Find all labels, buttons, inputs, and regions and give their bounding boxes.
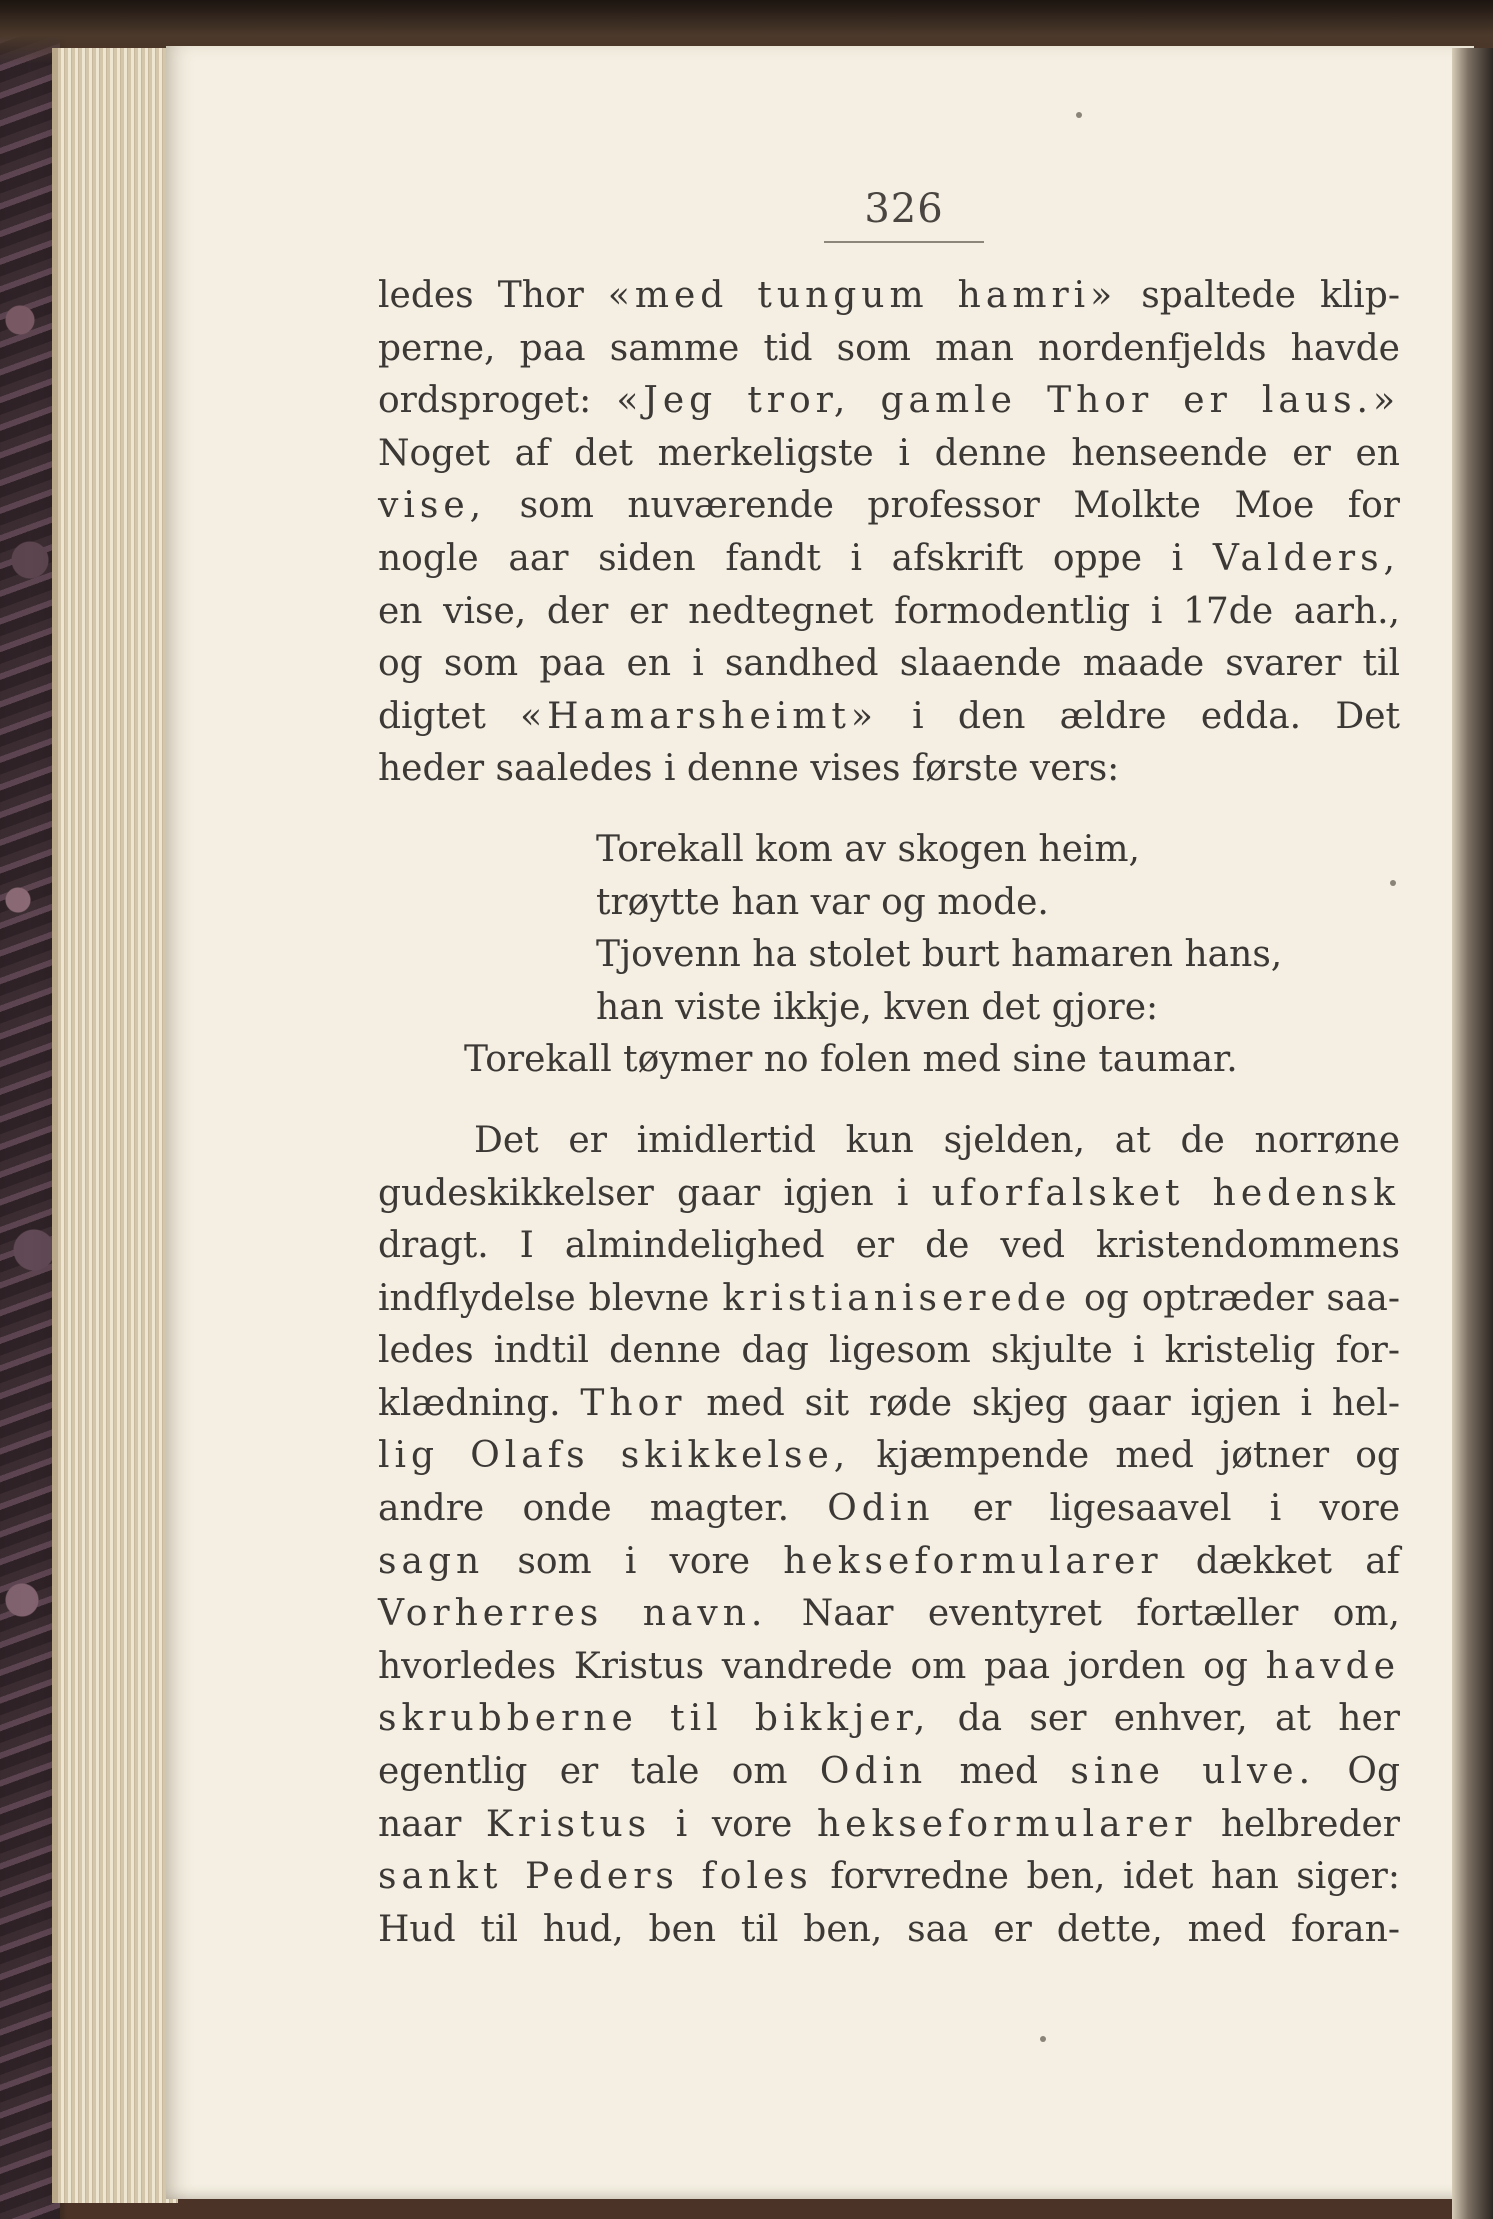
text-segment: spaltede klip- [1117, 275, 1401, 316]
text-segment: som i vore [484, 1540, 784, 1582]
text-segment: sankt Peders foles [378, 1856, 813, 1898]
text-segment: «Jeg tror, gamle Thor er laus.» [616, 380, 1401, 422]
text-segment: sine ulve. [1070, 1751, 1316, 1793]
poem-line: Torekall tøymer no folen med sine taumar. [464, 1039, 1238, 1081]
page-stack-edges [52, 48, 178, 2203]
text-segment: skrubberne til bikkjer, [378, 1698, 931, 1740]
text-segment: i den ældre edda. Det [877, 695, 1400, 737]
poem-line: Torekall kom av skogen heim, [596, 828, 1140, 870]
text-line [378, 1378, 1400, 1431]
text-segment: ledes Thor [378, 275, 608, 316]
poem [378, 824, 1400, 1087]
text-line [378, 1904, 1400, 1957]
text-line [378, 1115, 1400, 1168]
text-segment: ordsproget: [378, 380, 617, 422]
text-segment: hvorledes Kristus vandrede om paa jorden og [378, 1645, 1266, 1687]
text-segment: med sit røde skjeg gaar igjen i hel- [686, 1382, 1401, 1424]
text-line [378, 638, 1400, 691]
text-line [378, 1851, 1400, 1904]
page-number-rule [824, 241, 984, 243]
text-segment: hekseformularer [816, 1803, 1197, 1845]
text-line [378, 691, 1400, 744]
poem-line: han viste ikkje, kven det gjore: [596, 986, 1159, 1028]
text-segment: perne, paa samme tid som man nordenfjelds havde [378, 327, 1400, 369]
text-segment: Odin [827, 1488, 935, 1530]
text-line [378, 428, 1400, 481]
text-line [378, 270, 1400, 323]
text-segment: Odin [819, 1751, 928, 1793]
text-segment: som nuværende professor Molkte Moe for [486, 485, 1400, 527]
text-segment: nogle aar siden fandt i afskrift oppe i [378, 537, 1213, 579]
text-segment: Valders, [1212, 537, 1400, 579]
page-number: 326 [864, 186, 944, 232]
text-segment: heder saaledes i denne vises første vers: [378, 748, 1120, 790]
text-segment: med [927, 1751, 1071, 1793]
right-page-edge [1452, 48, 1493, 2219]
text-segment: da ser enhver, at her [930, 1698, 1400, 1740]
paragraph-1 [378, 270, 1400, 796]
text-segment: helbreder [1196, 1803, 1400, 1845]
text-segment: havde [1265, 1645, 1400, 1687]
speck [1040, 2036, 1046, 2042]
text-segment: uforfalsket hedensk [931, 1172, 1400, 1214]
text-segment: forvredne ben, idet han siger: [812, 1856, 1400, 1898]
text-line [378, 480, 1400, 533]
text-segment: «Hamarsheimt» [520, 695, 878, 737]
text-line [378, 1588, 1400, 1641]
text-line [378, 1168, 1400, 1221]
text-segment: hekseformularer [783, 1540, 1163, 1582]
marbled-cover-edge [0, 0, 60, 2219]
text-segment: gudeskikkelser gaar igjen i [378, 1172, 932, 1214]
page-body [378, 270, 1400, 1956]
text-segment: Hud til hud, ben til ben, saa er dette, med foran- [378, 1908, 1400, 1950]
text-segment: naar [378, 1803, 486, 1845]
text-line [378, 1325, 1400, 1378]
text-line [378, 1430, 1400, 1483]
page-number-wrap [824, 186, 984, 232]
text-line [378, 323, 1400, 376]
text-line [378, 1641, 1400, 1694]
text-line [378, 1483, 1400, 1536]
poem-line: trøytte han var og mode. [596, 881, 1049, 923]
text-line [378, 1799, 1400, 1852]
text-segment: er ligesaavel i vore [934, 1488, 1400, 1530]
text-segment: Og [1315, 1751, 1400, 1793]
text-segment: andre onde magter. [378, 1488, 828, 1530]
text-line [378, 1273, 1400, 1326]
text-segment: indflydelse blevne [378, 1277, 723, 1319]
text-line [378, 1693, 1400, 1746]
text-line [378, 743, 1400, 796]
paragraph-2 [378, 1115, 1400, 1957]
text-segment: Thor [580, 1382, 687, 1424]
text-segment: «med tungum hamri» [607, 275, 1118, 316]
text-segment: og optræder saa- [1071, 1277, 1400, 1319]
text-line [378, 1746, 1400, 1799]
text-segment: kristianiserede [722, 1277, 1072, 1319]
text-segment: Vorherres navn. [378, 1593, 768, 1635]
text-segment: ledes indtil denne dag ligesom skjulte i kristelig for- [378, 1330, 1400, 1372]
text-segment: Kristus [485, 1803, 652, 1845]
text-segment: digtet [378, 695, 521, 737]
text-segment: sagn [378, 1540, 485, 1582]
text-segment: lig Olafs skikkelse, [378, 1435, 851, 1477]
text-line [378, 586, 1400, 639]
text-segment: dækket af [1162, 1540, 1400, 1582]
poem-line: Tjovenn ha stolet burt hamaren hans, [596, 934, 1283, 976]
text-segment: Naar eventyret fortæller om, [767, 1593, 1401, 1635]
text-segment: i vore [651, 1803, 817, 1845]
text-segment: vise, [378, 485, 487, 527]
text-segment: og som paa en i sandhed slaaende maade svarer til [378, 643, 1400, 685]
text-segment: en vise, der er nedtegnet formodentlig i 17de aarh., [378, 590, 1400, 632]
text-segment: egentlig er tale om [378, 1751, 820, 1793]
text-segment: kjæmpende med jøtner og [850, 1435, 1400, 1477]
text-segment: dragt. I almindelighed er de ved kristendommens [378, 1225, 1400, 1267]
text-segment: Det er imidlertid kun sjelden, at de norrøne [474, 1119, 1400, 1161]
text-line [378, 375, 1400, 428]
text-line [378, 1220, 1400, 1273]
text-line [378, 1536, 1400, 1589]
speck [1076, 112, 1082, 118]
text-segment: Noget af det merkeligste i denne henseende er en [378, 432, 1400, 474]
text-line [378, 533, 1400, 586]
text-segment: klædning. [378, 1382, 581, 1424]
